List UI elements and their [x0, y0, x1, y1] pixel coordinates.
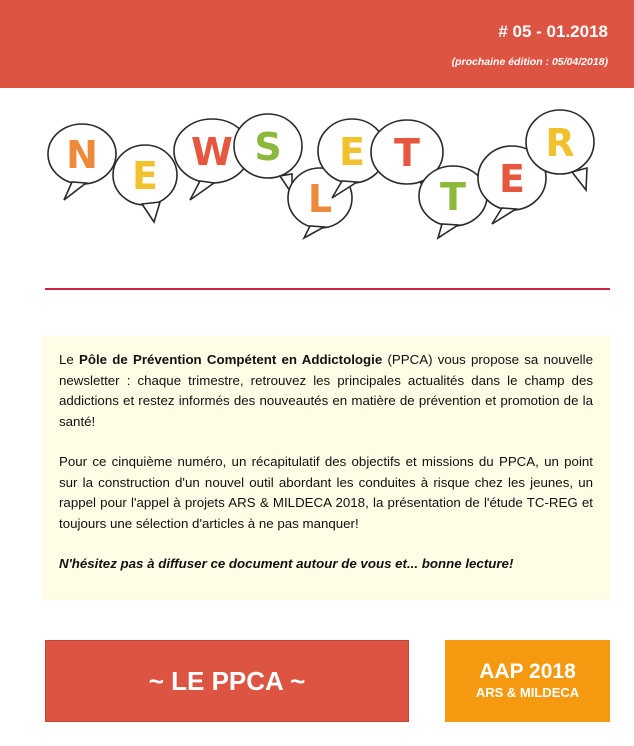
- newsletter-banner: [42, 104, 600, 240]
- banner-letter: E: [499, 157, 525, 201]
- intro-call-to-action: N'hésitez pas à diffuser ce document autour de vous et... bonne lecture!: [59, 556, 514, 571]
- le-ppca-button[interactable]: ~ LE PPCA ~: [45, 640, 409, 722]
- banner-letter: N: [66, 133, 98, 177]
- header-bar: [0, 0, 634, 88]
- banner-letter: L: [307, 177, 333, 221]
- banner-letter: W: [191, 130, 233, 174]
- ppca-full-name: Pôle de Prévention Compétent en Addictologie: [78, 352, 383, 367]
- banner-letter: E: [132, 154, 158, 198]
- aap-2018-button[interactable]: [445, 640, 610, 722]
- issue-number: # 05 - 01.2018: [498, 22, 608, 41]
- aap-subtitle: ARS & MILDECA: [475, 685, 580, 700]
- section-divider: [45, 288, 610, 290]
- banner-letter: T: [440, 175, 466, 219]
- next-edition-date: (prochaine édition : 05/04/2018): [451, 56, 608, 68]
- intro-box: [42, 336, 610, 600]
- banner-letter: T: [394, 131, 420, 175]
- aap-title: AAP 2018: [479, 660, 576, 683]
- banner-letter: R: [545, 121, 575, 165]
- intro-paragraph-2: Pour ce cinquième numéro, un récapitulatif des objectifs et missions du PPCA, un point sur la construction d'un nouvel outil abordant les conduites à risque chez les jeunes, un rappel pour l'appel à projets ARS & MILDECA 2018, la présentation de l'étude TC-REG et toujours une sélection d'articles à ne pas manquer!: [59, 454, 593, 531]
- banner-letter: S: [254, 125, 282, 169]
- banner-letter: E: [339, 130, 365, 174]
- intro-paragraph-1: Le Pôle de Prévention Compétent en Addictologie (PPCA) vous propose sa nouvelle newsletter : chaque trimestre, retrouvez les principales actualités dans le champ des addictions et restez informés des nouveautés en matière de prévention et promotion de la santé!: [59, 352, 593, 429]
